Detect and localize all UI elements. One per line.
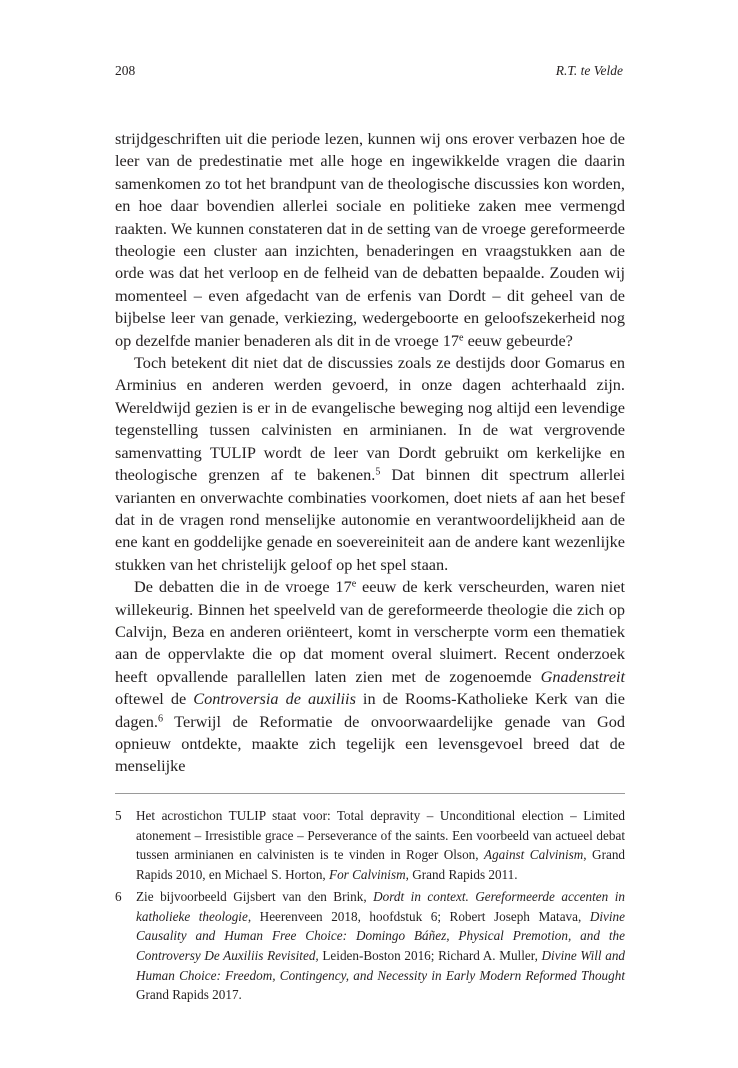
footnote-text-part: , Grand Rapids 2010, en Michael S. Horton, — [136, 847, 626, 883]
running-head — [115, 63, 623, 79]
footnote-divider — [115, 793, 625, 794]
footnote-number: 6 — [115, 888, 122, 904]
book-title: Divine Will and Human Choice: Freedom, Contingency, and Necessity in Early Modern Reformed Thought — [136, 947, 626, 983]
paragraph-3-text: in de Rooms-Katholieke Kerk van die dagen. — [115, 689, 625, 731]
footnote-ref-6[interactable]: 6 — [157, 713, 163, 725]
paragraph-3-end: Terwijl de Reformatie de onvoorwaardelijke genade van God opnieuw ontdekte, maakte zich tegelijk een levensgevoel breed dat de menselijke — [115, 711, 625, 776]
footnote-text-part: , Grand Rapids 2011. — [405, 867, 518, 883]
footnote-text-part: , Heerenveen 2018, hoofdstuk 6; Robert Joseph Matava, — [247, 908, 590, 924]
paragraph-2-end: Dat binnen dit spectrum allerlei varianten en onverwachte combinaties voorkomen, doet niets af aan het besef dat in de vragen rond menselijke autonomie en verantwoordelijkheid aan de ene kant en goddelijke genade en soevereiniteit aan de andere kant wezenlijke stukken van het christelijk geloof op het spel staan. — [115, 465, 626, 574]
footnote-6 — [115, 887, 625, 1005]
paragraph-3 — [115, 576, 625, 778]
paragraph-2-text: Toch betekent dit niet dat de discussies zoals ze destijds door Gomarus en Arminius en anderen werden gevoerd, in onze dagen achterhaald zijn. Wereldwijd gezien is er in de evangelische beweging nog altijd een levendige tegenstelling tussen calvinisten en arminianen. In de wat vergrovende samenvatting TULIP wordt de leer van Dordt gebruikt om kerkelijke en theologische grenzen af te bakenen. — [115, 353, 625, 485]
footnotes — [115, 806, 625, 1007]
body-text — [115, 128, 625, 778]
paragraph-3-text: oftewel de — [115, 689, 194, 709]
paragraph-1-text: strijdgeschriften uit die periode lezen, kunnen wij ons erover verbazen hoe de leer van de predestinatie met alle hoge en ingewikkelde vragen die daarin samenkomen zo tot het brandpunt van de theologische discussies kon worden, en hoe daar bovendien allerlei sociale en politieke zaken mee vermengd raakten. We kunnen constateren dat in de setting van de vroege gereformeerde theologie een cluster aan inzichten, benaderingen en vraagstukken aan de orde was dat het verloop en de felheid van de debatten bepaalde. Zouden wij momenteel – even afgedacht van de erfenis van Dordt – dit geheel van de bijbelse leer van genade, verkiezing, wedergeboorte en geloofszekerheid nog op dezelfde manier benaderen als dit in de vroege 17 — [115, 129, 625, 350]
term-gnadenstreit: Gnadenstreit — [540, 666, 625, 686]
paragraph-1-end: eeuw gebeurde? — [463, 330, 573, 350]
book-title: Divine Causality and Human Free Choice: Domingo Báñez, Physical Premotion, and the Controversy De Auxiliis Revisited, — [136, 908, 625, 963]
footnote-text — [136, 806, 625, 885]
paragraph-1 — [115, 128, 625, 352]
footnote-text-part: Grand Rapids 2017. — [136, 987, 242, 1003]
paragraph-3-start: De debatten die in de vroege 17 — [134, 577, 352, 597]
footnote-number: 5 — [115, 808, 122, 823]
book-title: Dordt in context. Gereformeerde accenten in katholieke theologie — [136, 888, 625, 924]
book-title: For Calvinism — [329, 867, 406, 883]
footnote-text — [136, 887, 625, 1005]
footnote-text-part: Het acrostichon TULIP staat voor: Total depravity – Unconditional election – Limited atonement – Irresistible grace – Perseverance of the saints. Een voorbeeld van actueel debat tussen arminianen en calvinisten is te vinden in Roger Olson, — [136, 808, 625, 863]
superscript-e: e — [351, 578, 357, 590]
book-title: Against Calvinism — [484, 847, 584, 863]
term-controversia: Controversia de auxiliis — [193, 689, 356, 709]
footnote-text-part: Zie bijvoorbeeld Gijsbert van den Brink, — [136, 888, 374, 904]
running-head-author: R.T. te Velde — [555, 63, 623, 78]
footnote-ref-5[interactable]: 5 — [375, 466, 381, 478]
footnote-5 — [115, 806, 625, 885]
paragraph-2 — [115, 352, 625, 576]
page-number: 208 — [115, 63, 136, 78]
paragraph-3-text: eeuw de kerk verscheurden, waren niet willekeurig. Binnen het speelveld van de gereformeerde theologie die zich op Calvijn, Beza en anderen oriënteert, komt in verscherpte vorm een thematiek aan de oppervlakte die op dat moment overal sluimert. Recent onderzoek heeft opvallende parallellen laten zien met de zogenoemde — [115, 577, 625, 686]
footnote-text-part: Leiden-Boston 2016; Richard A. Muller, — [318, 947, 542, 963]
superscript-e: e — [459, 332, 464, 344]
